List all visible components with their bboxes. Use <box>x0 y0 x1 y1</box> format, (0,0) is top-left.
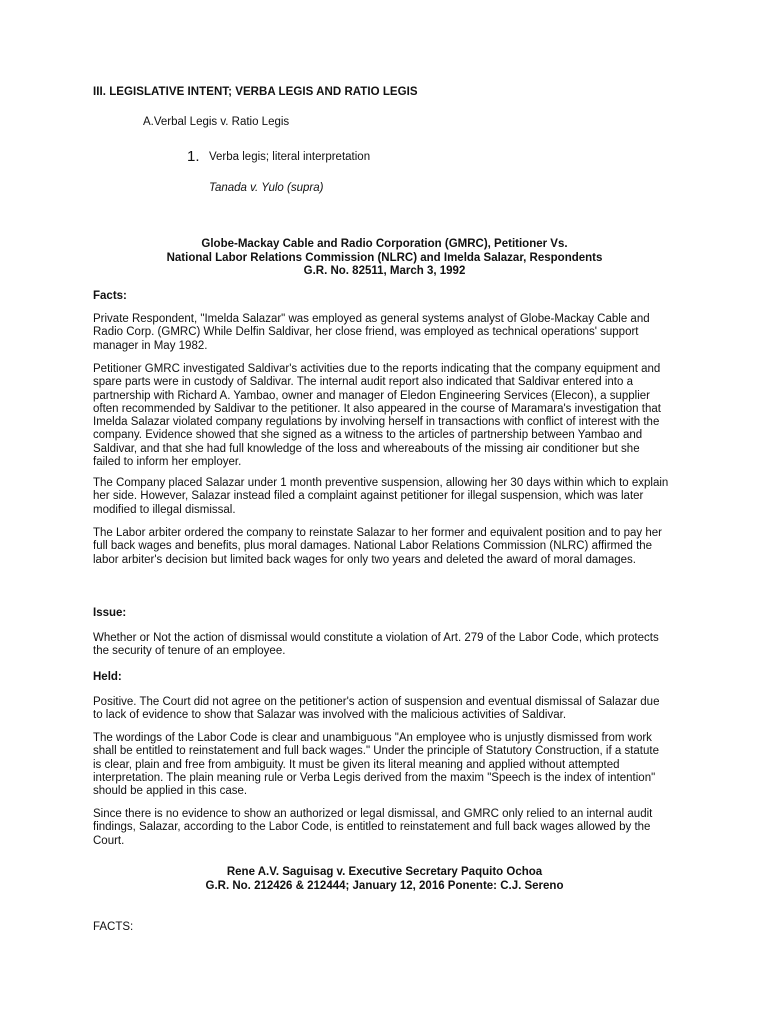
case-title <box>93 866 676 893</box>
issue-paragraph <box>93 632 683 659</box>
paragraph-line: The Company placed Salazar under 1 month preventive suspension, allowing her 30 days within which to explain <box>93 477 669 489</box>
paragraph-line: full back wages and benefits, plus moral damages. National Labor Relations Commission (NLRC) affirmed the <box>93 540 653 553</box>
paragraph-line: the security of tenure of an employee. <box>93 645 286 658</box>
paragraph-line: Court. <box>93 834 125 847</box>
facts-paragraph <box>93 477 683 517</box>
paragraph-line: should be applied in this case. <box>93 785 248 798</box>
subheading: A.Verbal Legis v. Ratio Legis <box>143 116 290 128</box>
case-title-line: Globe-Mackay Cable and Radio Corporation (GMRC), Petitioner Vs. <box>201 238 568 250</box>
paragraph-line: Imelda Salazar violated company regulations by involving herself in transactions with conflict of interest with the <box>93 416 660 429</box>
paragraph-line: failed to inform her employer. <box>93 456 242 469</box>
paragraph-line: Since there is no evidence to show an authorized or legal dismissal, and GMRC only relied to an internal audit <box>93 808 653 820</box>
paragraph-line: Saldivar, and that she had full knowledge of the loss and whereabouts of the missing air conditioner but she <box>93 442 640 455</box>
facts-paragraph <box>93 527 683 567</box>
facts-paragraph <box>93 313 683 353</box>
case-title-line: Rene A.V. Saguisag v. Executive Secretary Paquito Ochoa <box>226 866 543 878</box>
case-title <box>93 238 676 279</box>
paragraph-line: spare parts were in custody of Saldivar. The internal audit report also indicated that Saldivar entered into a <box>93 376 633 389</box>
paragraph-line: to lack of evidence to show that Salazar was involved with the malicious activities of Saldivar. <box>93 709 567 722</box>
paragraph-line: Whether or Not the action of dismissal would constitute a violation of Art. 279 of the Labor Code, which protects <box>93 632 659 644</box>
paragraph-line: The wordings of the Labor Code is clear and unambiguous "An employee who is unjustly dismissed from work <box>93 732 652 744</box>
paragraph-line: is clear, plain and free from ambiguity. It must be given its literal meaning and applied without attempted <box>93 758 620 771</box>
paragraph-line: The Labor arbiter ordered the company to reinstate Salazar to her former and equivalent position and to pay her <box>93 527 662 539</box>
issue-label: Issue: <box>93 607 127 619</box>
paragraph-line: modified to illegal dismissal. <box>93 503 236 516</box>
paragraph-line: Positive. The Court did not agree on the petitioner's action of suspension and eventual dismissal of Salazar due <box>93 696 660 708</box>
paragraph-line: findings, Salazar, according to the Labor Code, is entitled to reinstatement and full back wages allowed by the <box>93 821 651 834</box>
paragraph-line: partnership with Richard A. Yambao, owner and manager of Eledon Engineering Services (Elecon), a supplier <box>93 389 650 402</box>
facts-label: FACTS: <box>93 921 134 933</box>
paragraph-line: her side. However, Salazar instead filed a complaint against petitioner for illegal suspension, which was later <box>93 490 644 503</box>
paragraph-line: often recommended by Saldivar to the petitioner. It also appeared in the course of Maramara's investigation that <box>93 402 661 415</box>
case-title-line: G.R. No. 212426 & 212444; January 12, 2016 Ponente: C.J. Sereno <box>205 879 564 892</box>
paragraph-line: shall be entitled to reinstatement and full back wages." Under the principle of Statutory Construction, if a statute <box>93 745 659 758</box>
facts-label: Facts: <box>93 290 127 302</box>
held-paragraph <box>93 808 683 848</box>
paragraph-line: interpretation. The plain meaning rule or Verba Legis derived from the maxim "Speech is the index of intention" <box>93 771 656 784</box>
held-label: Held: <box>93 671 122 683</box>
paragraph-line: Radio Corp. (GMRC) While Delfin Saldivar, her close friend, was employed as technical operations' support <box>93 326 639 339</box>
paragraph-line: company. Evidence showed that she signed as a witness to the articles of partnership between Yambao and <box>93 429 643 442</box>
case-title-line: G.R. No. 82511, March 3, 1992 <box>303 265 466 277</box>
paragraph-line: labor arbiter's decision but limited back wages for only two years and deleted the award of moral damages. <box>93 553 636 566</box>
facts-paragraph <box>93 363 683 469</box>
held-paragraph <box>93 732 683 798</box>
held-paragraph <box>93 696 683 723</box>
paragraph-line: Private Respondent, "Imelda Salazar" was employed as general systems analyst of Globe-Mackay Cable and <box>93 313 650 325</box>
case-reference: Tanada v. Yulo (supra) <box>209 182 324 194</box>
case-title-line: National Labor Relations Commission (NLRC) and Imelda Salazar, Respondents <box>166 251 603 264</box>
list-item-number: 1. <box>187 148 200 165</box>
paragraph-line: Petitioner GMRC investigated Saldivar's activities due to the reports indicating that the company equipment and <box>93 363 661 375</box>
section-heading: III. LEGISLATIVE INTENT; VERBA LEGIS AND RATIO LEGIS <box>93 86 418 98</box>
paragraph-line: manager in May 1982. <box>93 339 208 352</box>
list-item-text: Verba legis; literal interpretation <box>209 151 371 163</box>
